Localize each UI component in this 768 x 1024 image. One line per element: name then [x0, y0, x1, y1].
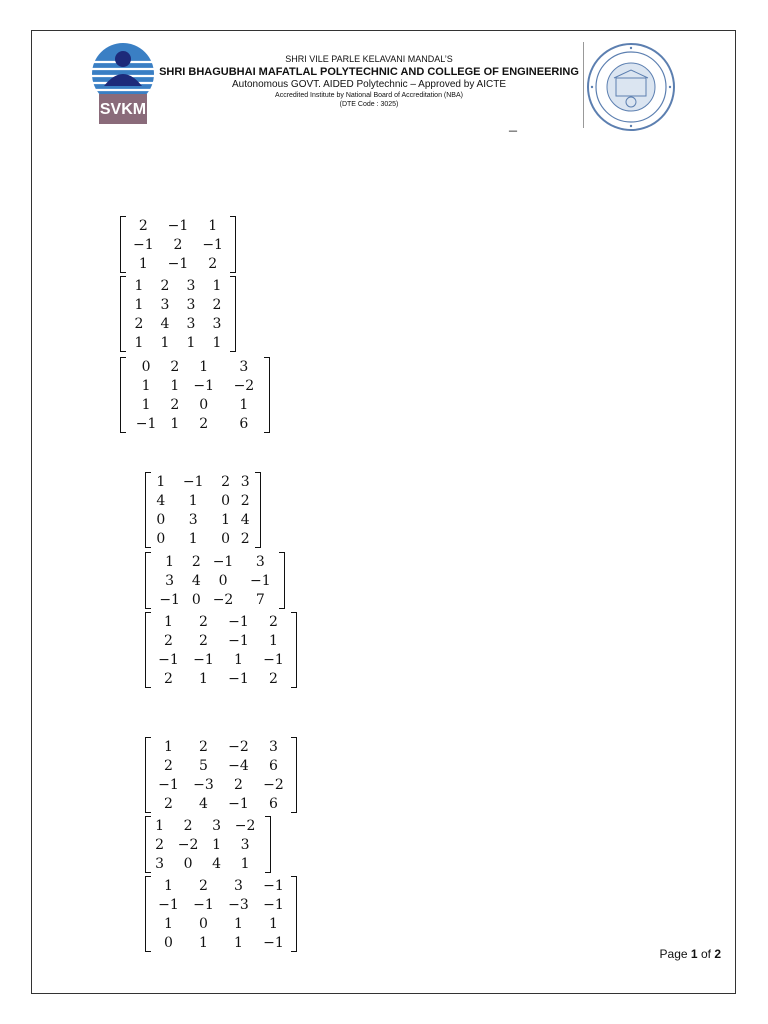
- left-bracket: [145, 612, 151, 688]
- left-bracket: [145, 816, 151, 873]
- right-bracket: [291, 876, 297, 952]
- matrix-cell: −1: [182, 473, 204, 490]
- matrix-row: [151, 571, 279, 590]
- matrix-cell: 2: [269, 670, 278, 687]
- matrix-row: [126, 254, 230, 273]
- matrix-cell: 1: [199, 358, 209, 375]
- matrix-cell: 2: [164, 757, 173, 774]
- college-name: SHRI BHAGUBHAI MAFATLAL POLYTECHNIC AND COLLEGE OF ENGINEERING: [159, 66, 579, 78]
- matrix-cell: 1: [134, 296, 144, 313]
- matrix-cell: 2: [164, 795, 173, 812]
- matrix-row: [151, 835, 265, 854]
- matrix-cell: −4: [228, 757, 249, 774]
- matrix-cell: 3: [239, 358, 249, 375]
- matrix-cell: −1: [167, 255, 189, 272]
- matrix-cell: 2: [134, 315, 144, 332]
- right-bracket: [279, 552, 285, 609]
- accreditation-line: Accredited Institute by National Board of Accreditation (NBA): [275, 92, 463, 99]
- matrix-cell: −1: [263, 934, 284, 951]
- matrix-cell: 1: [240, 855, 250, 872]
- of-word: of: [700, 947, 711, 961]
- matrix-cell: 3: [155, 855, 165, 872]
- matrix-cell: −1: [202, 236, 223, 253]
- matrix-cell: −1: [263, 651, 284, 668]
- dte-code: (DTE Code : 3025): [339, 101, 399, 108]
- matrix-cell: −1: [159, 591, 180, 608]
- matrix-row: [126, 314, 230, 333]
- matrix-cell: −2: [234, 817, 256, 834]
- matrix-cell: 4: [156, 492, 166, 509]
- right-bracket: [291, 737, 297, 813]
- matrix-cell: 3: [186, 277, 196, 294]
- matrix-cell: 1: [156, 473, 166, 490]
- matrix-cell: 3: [240, 836, 250, 853]
- matrix-cell: 2: [138, 217, 148, 234]
- matrix-cell: 3: [234, 877, 243, 894]
- matrix-row: [151, 472, 255, 491]
- matrix-cell: 3: [186, 296, 196, 313]
- matrix-cell: 1: [269, 632, 278, 649]
- right-bracket: [230, 276, 236, 352]
- matrix-row: [126, 357, 264, 376]
- matrix-cell: 1: [212, 277, 222, 294]
- matrix-row: [151, 631, 291, 650]
- matrix-cell: 1: [199, 670, 208, 687]
- matrix-row: [151, 552, 279, 571]
- matrix-cell: 0: [221, 492, 231, 509]
- matrix-cell: −1: [158, 776, 179, 793]
- matrix-row: [151, 816, 265, 835]
- matrix-3: [120, 357, 270, 433]
- matrix-cell: 2: [199, 632, 208, 649]
- matrix-row: [151, 491, 255, 510]
- matrix-row: [126, 395, 264, 414]
- matrix-cell: 1: [269, 915, 278, 932]
- matrix-cell: 2: [173, 236, 183, 253]
- matrix-cell: 2: [208, 255, 218, 272]
- matrix-row: [126, 414, 264, 433]
- matrix-cell: 2: [183, 817, 193, 834]
- matrix-cell: 4: [212, 855, 222, 872]
- matrix-cell: 1: [160, 334, 170, 351]
- matrix-cell: −1: [228, 795, 249, 812]
- matrix-row: [151, 529, 255, 548]
- left-bracket: [145, 552, 151, 609]
- matrix-cell: 2: [170, 358, 180, 375]
- matrix-8: [145, 816, 271, 873]
- matrix-cell: −1: [135, 415, 157, 432]
- matrix-row: [151, 933, 291, 952]
- matrix-cell: 1: [165, 553, 175, 570]
- matrix-cell: 2: [164, 632, 173, 649]
- matrix-cell: −1: [193, 896, 214, 913]
- matrix-row: [151, 510, 255, 529]
- left-bracket: [145, 876, 151, 952]
- matrix-cell: −1: [263, 877, 284, 894]
- matrix-row: [151, 756, 291, 775]
- matrix-cell: 3: [240, 473, 250, 490]
- matrix-cell: 1: [188, 492, 198, 509]
- matrix-cell: 7: [255, 591, 265, 608]
- matrix-cell: −1: [212, 553, 234, 570]
- matrix-cell: 2: [269, 613, 278, 630]
- page-border: [31, 30, 736, 994]
- matrix-cell: 1: [155, 817, 165, 834]
- matrix-cell: 4: [191, 572, 201, 589]
- matrix-row: [151, 650, 291, 669]
- matrix-7: [145, 737, 297, 813]
- page-number: 1: [690, 947, 698, 961]
- matrix-cell: −1: [158, 896, 179, 913]
- matrix-6: [145, 612, 297, 688]
- matrix-cell: 2: [221, 473, 231, 490]
- matrix-cell: 6: [269, 757, 278, 774]
- matrix-cell: 3: [212, 817, 222, 834]
- matrix-row: [126, 276, 230, 295]
- matrix-cell: 1: [234, 651, 243, 668]
- matrix-cell: 3: [165, 572, 175, 589]
- matrix-cell: 2: [199, 613, 208, 630]
- matrix-cell: 0: [164, 934, 173, 951]
- matrix-5: [145, 552, 285, 609]
- matrix-row: [151, 775, 291, 794]
- matrix-cell: 0: [141, 358, 151, 375]
- matrix-cell: 3: [255, 553, 265, 570]
- matrix-cell: −1: [158, 651, 179, 668]
- matrix-9: [145, 876, 297, 952]
- matrix-cell: 2: [164, 670, 173, 687]
- matrix-cell: −2: [233, 377, 255, 394]
- matrix-row: [126, 333, 230, 352]
- matrix-cell: −1: [167, 217, 189, 234]
- matrix-row: [151, 669, 291, 688]
- matrix-cell: −1: [133, 236, 154, 253]
- matrix-cell: 1: [164, 915, 173, 932]
- right-bracket: [265, 816, 271, 873]
- letterhead: [90, 42, 690, 132]
- matrix-cell: 4: [199, 795, 208, 812]
- matrix-cell: 2: [199, 415, 209, 432]
- matrix-cell: 2: [155, 836, 165, 853]
- matrix-cell: 3: [160, 296, 170, 313]
- matrix-cell: 0: [191, 591, 201, 608]
- matrix-cell: 1: [164, 738, 173, 755]
- matrix-row: [126, 235, 230, 254]
- matrix-cell: 0: [218, 572, 228, 589]
- matrix-cell: −2: [263, 776, 284, 793]
- dash-mark: –: [509, 122, 517, 139]
- matrix-cell: −1: [228, 632, 249, 649]
- matrix-row: [151, 612, 291, 631]
- matrix-cell: 6: [269, 795, 278, 812]
- svkm-logo-text: SVKM: [99, 101, 147, 118]
- right-bracket: [230, 216, 236, 273]
- matrix-cell: 2: [240, 492, 250, 509]
- matrix-cell: 1: [212, 836, 222, 853]
- matrix-cell: 1: [134, 334, 144, 351]
- matrix-cell: 1: [234, 934, 243, 951]
- matrix-1: [120, 216, 236, 273]
- matrix-cell: 4: [240, 511, 250, 528]
- matrix-row: [126, 376, 264, 395]
- matrix-cell: 1: [141, 377, 151, 394]
- matrix-cell: 1: [134, 277, 144, 294]
- page-word: Page: [659, 947, 688, 961]
- matrix-cell: 2: [199, 738, 208, 755]
- mandal-name: SHRI VILE PARLE KELAVANI MANDAL’S: [285, 54, 453, 64]
- matrix-row: [151, 794, 291, 813]
- matrix-cell: 1: [164, 613, 173, 630]
- matrix-row: [151, 914, 291, 933]
- matrix-cell: 1: [188, 530, 198, 547]
- matrix-cell: 1: [186, 334, 196, 351]
- matrix-2: [120, 276, 236, 352]
- matrix-cell: 1: [212, 334, 222, 351]
- matrix-cell: −1: [193, 651, 214, 668]
- matrix-cell: 1: [138, 255, 148, 272]
- matrix-cell: −1: [263, 896, 284, 913]
- matrix-cell: 2: [160, 277, 170, 294]
- matrix-cell: 1: [199, 934, 208, 951]
- matrix-cell: 6: [239, 415, 249, 432]
- matrix-cell: 1: [239, 396, 249, 413]
- matrix-cell: 0: [156, 530, 166, 547]
- matrix-cell: −1: [250, 572, 271, 589]
- matrix-cell: 1: [164, 877, 173, 894]
- autonomous-line: Autonomous GOVT. AIDED Polytechnic – Approved by AICTE: [231, 79, 507, 90]
- matrix-row: [151, 854, 265, 873]
- right-bracket: [291, 612, 297, 688]
- left-bracket: [145, 737, 151, 813]
- matrix-cell: −3: [228, 896, 249, 913]
- matrix-cell: 3: [212, 315, 222, 332]
- matrix-cell: −2: [177, 836, 199, 853]
- matrix-cell: −3: [193, 776, 214, 793]
- matrix-cell: −1: [228, 613, 249, 630]
- matrix-cell: 3: [269, 738, 278, 755]
- matrix-cell: 0: [221, 530, 231, 547]
- matrix-4: [145, 472, 261, 548]
- college-seal-icon: [586, 42, 676, 132]
- matrix-cell: 0: [199, 915, 208, 932]
- matrix-cell: 5: [199, 757, 208, 774]
- matrix-cell: 2: [191, 553, 201, 570]
- matrix-row: [126, 295, 230, 314]
- left-bracket: [120, 357, 126, 433]
- matrix-cell: −1: [228, 670, 249, 687]
- matrix-cell: 4: [160, 315, 170, 332]
- right-bracket: [255, 472, 261, 548]
- page-footer: [660, 947, 721, 961]
- matrix-row: [151, 876, 291, 895]
- matrix-cell: 0: [183, 855, 193, 872]
- matrix-cell: 1: [221, 511, 231, 528]
- matrix-cell: 1: [208, 217, 218, 234]
- matrix-row: [151, 737, 291, 756]
- header-divider: [583, 42, 584, 128]
- matrix-cell: 3: [188, 511, 198, 528]
- matrix-cell: 1: [170, 377, 180, 394]
- matrix-cell: 1: [141, 396, 151, 413]
- matrix-cell: 2: [240, 530, 250, 547]
- matrix-row: [151, 895, 291, 914]
- header-text-block: [154, 54, 584, 109]
- matrix-cell: 3: [186, 315, 196, 332]
- matrix-cell: −1: [193, 377, 214, 394]
- right-bracket: [264, 357, 270, 433]
- matrix-cell: 1: [170, 415, 180, 432]
- matrix-cell: −2: [228, 738, 249, 755]
- left-bracket: [145, 472, 151, 548]
- matrix-cell: 2: [199, 877, 208, 894]
- matrix-cell: 2: [234, 776, 243, 793]
- matrix-cell: 2: [212, 296, 222, 313]
- matrix-row: [151, 590, 279, 609]
- matrix-cell: −2: [212, 591, 234, 608]
- left-bracket: [120, 216, 126, 273]
- left-bracket: [120, 276, 126, 352]
- matrix-cell: 2: [170, 396, 180, 413]
- matrix-cell: 0: [156, 511, 166, 528]
- matrix-cell: 0: [199, 396, 209, 413]
- matrix-cell: 1: [234, 915, 243, 932]
- matrix-row: [126, 216, 230, 235]
- page-total: 2: [714, 947, 721, 961]
